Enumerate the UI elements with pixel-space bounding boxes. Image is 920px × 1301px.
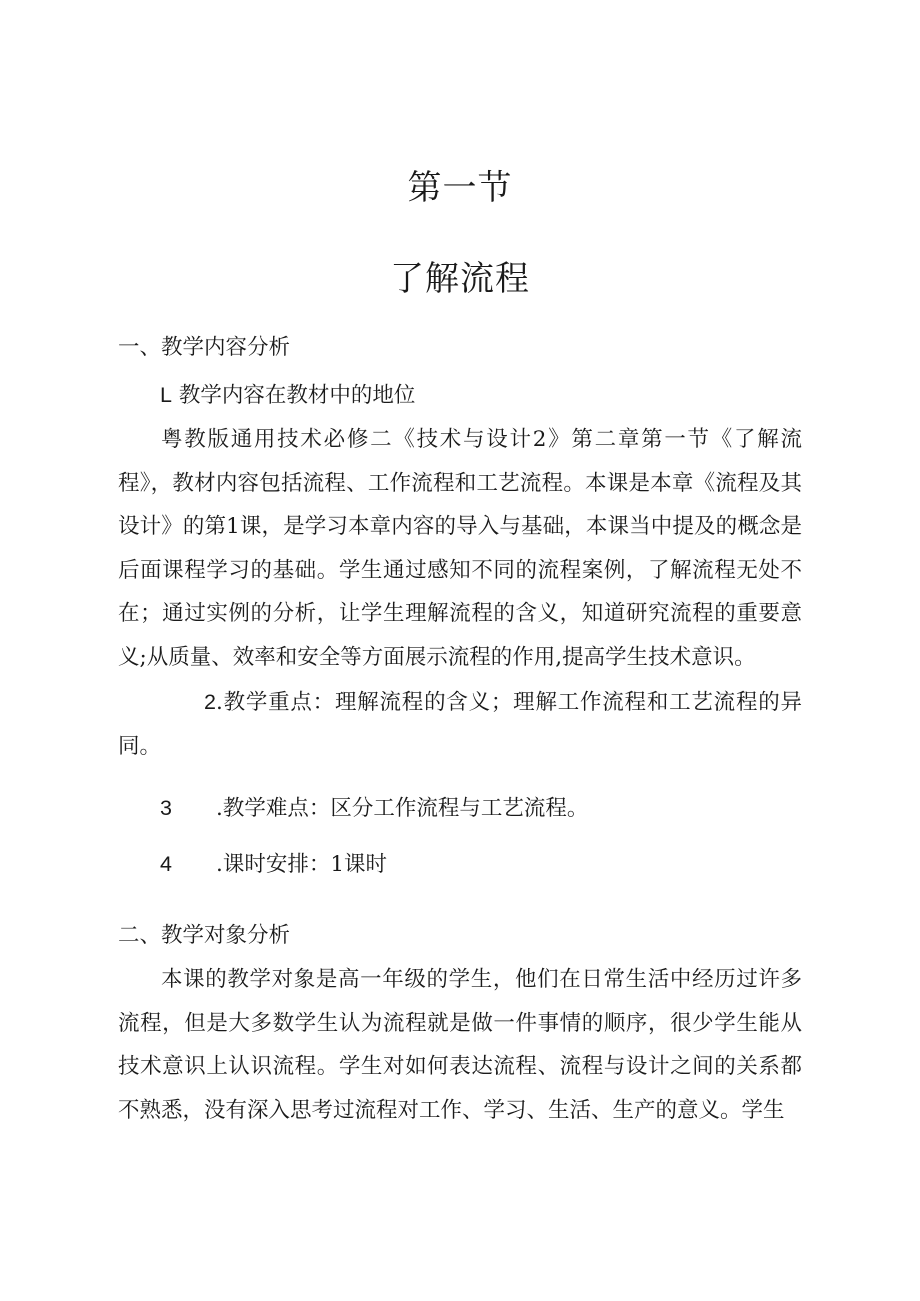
item-2-text: .教学重点：理解流程的含义；理解工作流程和工艺流程的异同。 xyxy=(118,690,802,759)
item-1 xyxy=(160,383,415,409)
item-1-label: L xyxy=(160,383,172,407)
section-number: 第一节 xyxy=(407,168,513,208)
item-3-number: 3 xyxy=(160,796,172,820)
item-2 xyxy=(118,681,802,768)
heading-content-analysis: 一、教学内容分析 xyxy=(118,335,291,360)
paragraph-content-position: 粤教版通用技术必修二《技术与设计2》第二章第一节《了解流程》，教材内容包括流程、工作流程和工艺流程。本课是本章《流程及其设计》的第1课，是学习本章内容的导入与基础，本课当中提及的概念是后面课程学习的基础。学生通过感知不同的流程案例，了解流程无处不在；通过实例的分析，让学生理解流程的含义，知道研究流程的重要意义;从质量、效率和安全等方面展示流程的作用,提高学生技术意识。 xyxy=(118,427,802,670)
item-4-text: .课时安排：1课时 xyxy=(216,852,388,877)
section-title: 了解流程 xyxy=(390,259,530,299)
paragraph-learner-analysis: 本课的教学对象是高一年级的学生，他们在日常生活中经历过许多流程，但是大多数学生认为流程就是做一件事情的顺序，很少学生能从技术意识上认识流程。学生对如何表达流程、流程与设计之间的关系都不熟悉，没有深入思考过流程对工作、学习、生活、生产的意义。学生 xyxy=(118,967,802,1123)
item-3-text: .教学难点：区分工作流程与工艺流程。 xyxy=(216,796,589,821)
item-3 xyxy=(160,796,588,822)
item-4-number: 4 xyxy=(160,852,172,876)
item-2-number: 2 xyxy=(204,690,216,714)
item-1-text: 教学内容在教材中的地位 xyxy=(178,383,416,408)
heading-learner-analysis: 二、教学对象分析 xyxy=(118,923,291,948)
item-4 xyxy=(160,852,387,878)
